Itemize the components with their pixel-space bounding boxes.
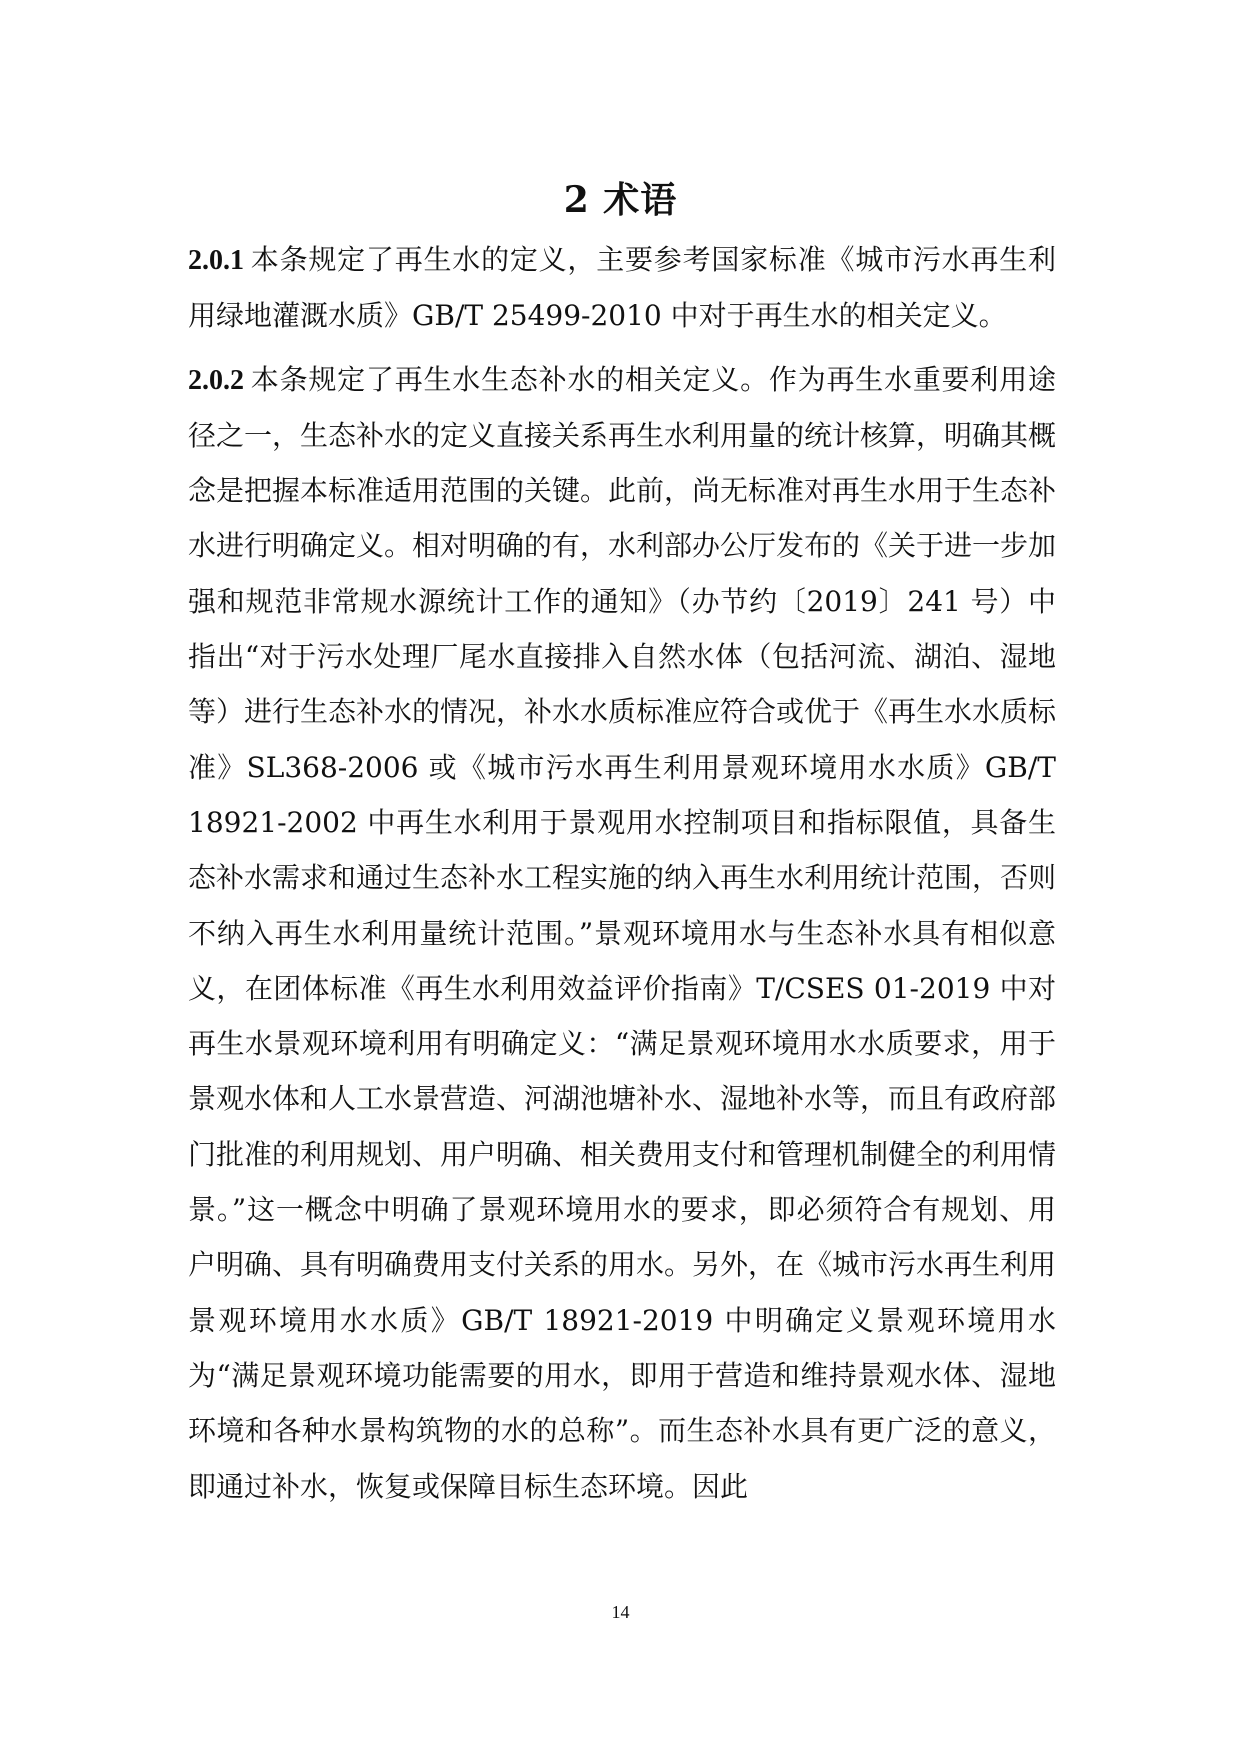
clause-number: 2.0.2 — [188, 364, 244, 396]
page-number: 14 — [611, 1602, 630, 1622]
section-title: 2 术语 — [563, 179, 678, 222]
clause-2-0-1 — [188, 232, 1056, 344]
clause-text: 本条规定了再生水的定义，主要参考国家标准《城市污水再生利用绿地灌溉水质》GB/T 25499-2010 中对于再生水的相关定义。 — [188, 243, 1056, 333]
body-text — [188, 232, 1056, 1522]
clause-number: 2.0.1 — [188, 245, 244, 276]
clause-2-0-2 — [188, 352, 1056, 1514]
clause-text: 本条规定了再生水生态补水的相关定义。作为再生水重要利用途径之一，生态补水的定义直接关系再生水利用量的统计核算，明确其概念是把握本标准适用范围的关键。此前，尚无标准对再生水用于生态补水进行明确定义。相对明确的有，水利部办公厅发布的《关于进一步加强和规范非常规水源统计工作的通知》（办节约〔2019〕241 号）中指出“对于污水处理厂尾水直接排入自然水体（包括河流、湖泊、湿地等）进行生态补水的情况，补水水质标准应符合或优于《再生水水质标准》SL368-2006 或《城市污水再生利用景观环境用水水质》GB/T 18921-2002 中再生水利用于景观用水控制项目和指标限值，具备生态补水需求和通过生态补水工程实施的纳入再生水利用统计范围，否则不纳入再生水利用量统计范围。”景观环境用水与生态补水具有相似意义，在团体标准《再生水利用效益评价指南》T/CSES 01-2019 中对再生水景观环境利用有明确定义：“满足景观环境用水水质要求，用于景观水体和人工水景营造、河湖池塘补水、湿地补水等，而且有政府部门批准的利用规划、用户明确、相关费用支付和管理机制健全的利用情景。”这一概念中明确了景观环境用水的要求，即必须符合有规划、用户明确、具有明确费用支付关系的用水。另外，在《城市污水再生利用景观环境用水水质》GB/T 18921-2019 中明确定义景观环境用水为“满足景观环境功能需要的用水，即用于营造和维持景观水体、湿地环境和各种水景构筑物的水的总称”。而生态补水具有更广泛的意义，即通过补水，恢复或保障目标生态环境。因此 — [188, 362, 1057, 1503]
